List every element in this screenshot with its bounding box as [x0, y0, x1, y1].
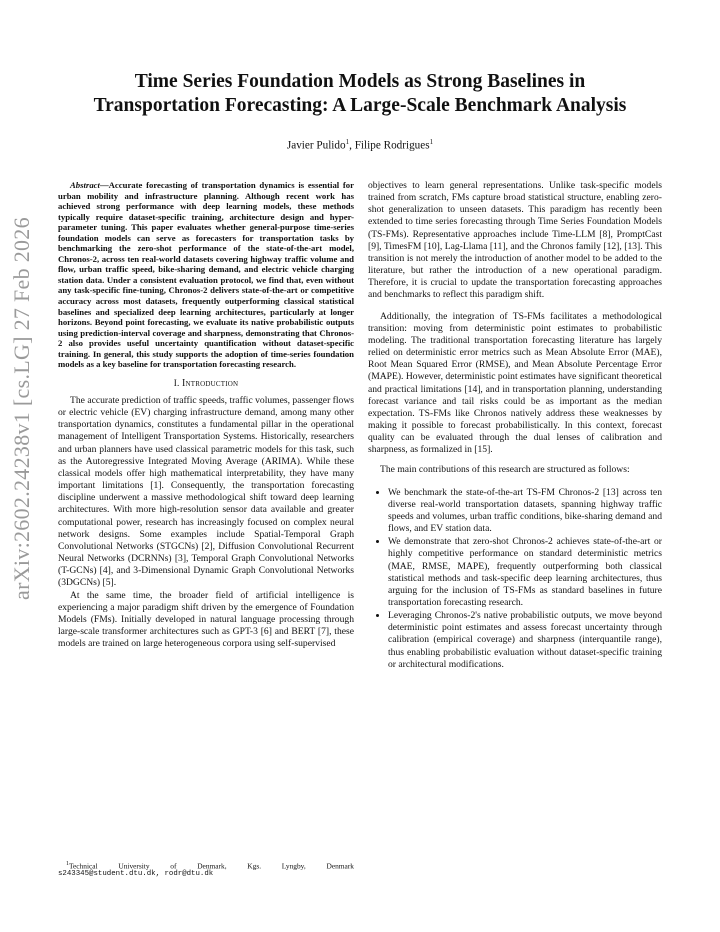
contribution-item: • We benchmark the state-of-the-art TS-FM Chronos-2 [13] across ten diverse real-world transportation datasets, spanning highway traffic speeds and volumes, urban traffic conditions, bike-sharing demand and flows, and EV station data. — [388, 487, 662, 536]
title-line-2: Transportation Forecasting: A Large-Scale Benchmark Analysis — [93, 95, 627, 116]
section-heading-introduction — [58, 377, 354, 390]
section-number: I. — [173, 377, 182, 388]
abstract-text: Accurate forecasting of transportation dynamics is essential for urban mobility and infrastructure planning. Although recent work has achieved strong performance with deep learning models, these methods typically require dataset-specific training, architecture design and hyper-parameter tuning. This paper evaluates whether general-purpose time-series foundation models can serve as forecasters for transportation tasks by benchmarking the zero-shot performance of the state-of-the-art model, Chronos-2, across ten real-world datasets covering highway traffic volume and flow, urban traffic speed, bike-sharing demand, and electric vehicle charging station data. Under a consistent evaluation protocol, we find that, even without any task-specific fine-tuning, Chronos-2 delivers state-of-the-art or competitive accuracy across most datasets, frequently outperforming classical statistical baselines and specialized deep learning architectures, particularly at longer horizons. Beyond point forecasting, we evaluate its native probabilistic outputs using prediction-interval coverage and sharpness, demonstrating that Chronos-2 also provides useful uncertainty quantification without dataset-specific training. In general, this study supports the adoption of time-series foundation models as a key baseline for transportation forecasting research. — [58, 180, 354, 370]
intro-paragraph-1: The accurate prediction of traffic speeds, traffic volumes, passenger flows or electric vehicle (EV) charging infrastructure demand, among many other transportation dynamics, constitutes a fundamental pillar in the operational management of Intelligent Transportation Systems. Historically, researchers and urban planners have used classical parametric models for this task, such as the Autoregressive Integrated Moving Average (ARIMA). While these classical models offer high mathematical interpretability, they have many important limitations [1]. Consequently, the transportation forecasting discipline underwent a massive methodological shift toward deep learning architectures. With more high-resolution sensor data available and greater computational power, research has increasingly focused on complex neural network designs. Some examples include Spatial-Temporal Graph Convolutional Networks (STGCNs) [2], Diffusion Convolutional Recurrent Neural Networks (DCRNNs) [3], Temporal Graph Convolutional Networks (T-GCNs) [4], and 3-Dimensional Dynamic Graph Convolutional Networks (3DGCNs) [5]. — [58, 395, 354, 589]
author-list — [60, 138, 660, 152]
abstract-dash: — — [99, 180, 109, 190]
contributions-intro: The main contributions of this research are structured as follows: — [380, 464, 630, 476]
intro-paragraph-2: At the same time, the broader field of artificial intelligence is experiencing a major paradigm shift driven by the emergence of Foundation Models (FMs). Initially developed in natural language processing through large-scale transformer architectures such as GPT-3 [6] and BERT [7], these models are trained on large heterogeneous corpora using self-supervised — [58, 589, 354, 650]
section-title: Introduction — [181, 377, 239, 389]
arxiv-identifier: arXiv:2602.24238v1 [cs.LG] 27 Feb 2026 — [9, 217, 34, 600]
author-2-affiliation: 1 — [429, 138, 434, 146]
contributions-list — [368, 487, 662, 671]
right-column — [368, 180, 662, 672]
abstract — [58, 180, 354, 370]
left-column — [58, 180, 354, 650]
author-1: Javier Pulido — [286, 139, 346, 152]
title-line-1: Time Series Foundation Models as Strong Baselines in — [134, 71, 586, 92]
paper-title — [60, 70, 660, 118]
footnote-emails: s243345@student.dtu.dk, rodr@dtu.dk — [58, 870, 214, 879]
intro-paragraph-4: Additionally, the integration of TS-FMs facilitates a methodological transition: moving from deterministic point estimates to probabilistic modeling. The traditional transportation forecasting literature has largely relied on deterministic error metrics such as Mean Absolute Error (MAE), Root Mean Squared Error (RMSE), and Mean Absolute Percentage Error (MAPE). However, deterministic point estimates have significant theoretical and practical limitations [14], and in transportation planning, understanding forecast variance and tail risks could be as important as the median expectation. TS-FMs like Chronos natively address these weaknesses by making it possible to forecast probabilistically. In this context, forecast quality can be evaluated through the dual lenses of calibration and sharpness, as formalized in [15]. — [368, 310, 663, 456]
intro-paragraph-3: objectives to learn general representations. Unlike task-specific models trained from scratch, FMs capture broad statistical structure, enabling zero-shot generalization to unseen datasets. This paradigm has recently been extended to time series forecasting through Time Series Foundation Models (TS-FMs). Representative approaches include Time-LLM [8], PromptCast [9], TimesFM [10], Lag-Llama [11], and the Chronos family [12], [13]. This transition is not merely the introduction of another model to be added to the literature, but rather the introduction of a new operational paradigm. Therefore, it is crucial to update the transportation forecasting approaches and benchmarks to reflect this paradigm shift. — [368, 180, 662, 301]
contribution-item: • We demonstrate that zero-shot Chronos-2 achieves state-of-the-art or highly competitive performance on standard deterministic metrics (MAE, RMSE, MAPE), frequently outperforming both classical statistical methods and task-specific deep learning architectures, thus arguing for the inclusion of TS-FMs as standard baselines in future transportation forecasting research. — [388, 536, 662, 609]
author-separator: , — [349, 139, 355, 152]
author-2: Filipe Rodrigues — [354, 139, 430, 152]
abstract-heading: Abstract — [70, 180, 100, 190]
footnote-affiliation: Technical University of Denmark, Kgs. Lyngby, Denmark — [69, 861, 354, 871]
author-1-affiliation: 1 — [345, 138, 350, 146]
footnote-affiliation-line — [58, 860, 354, 870]
contribution-item: • Leveraging Chronos-2's native probabilistic outputs, we move beyond deterministic point estimates and assess forecast uncertainty through calibration (empirical coverage) and sharpness (interquantile range), thus enabling probabilistic evaluation without dataset-specific training or architectural modifications. — [388, 610, 662, 671]
footnote — [58, 860, 354, 879]
footnote-marker: 1 — [66, 861, 69, 867]
